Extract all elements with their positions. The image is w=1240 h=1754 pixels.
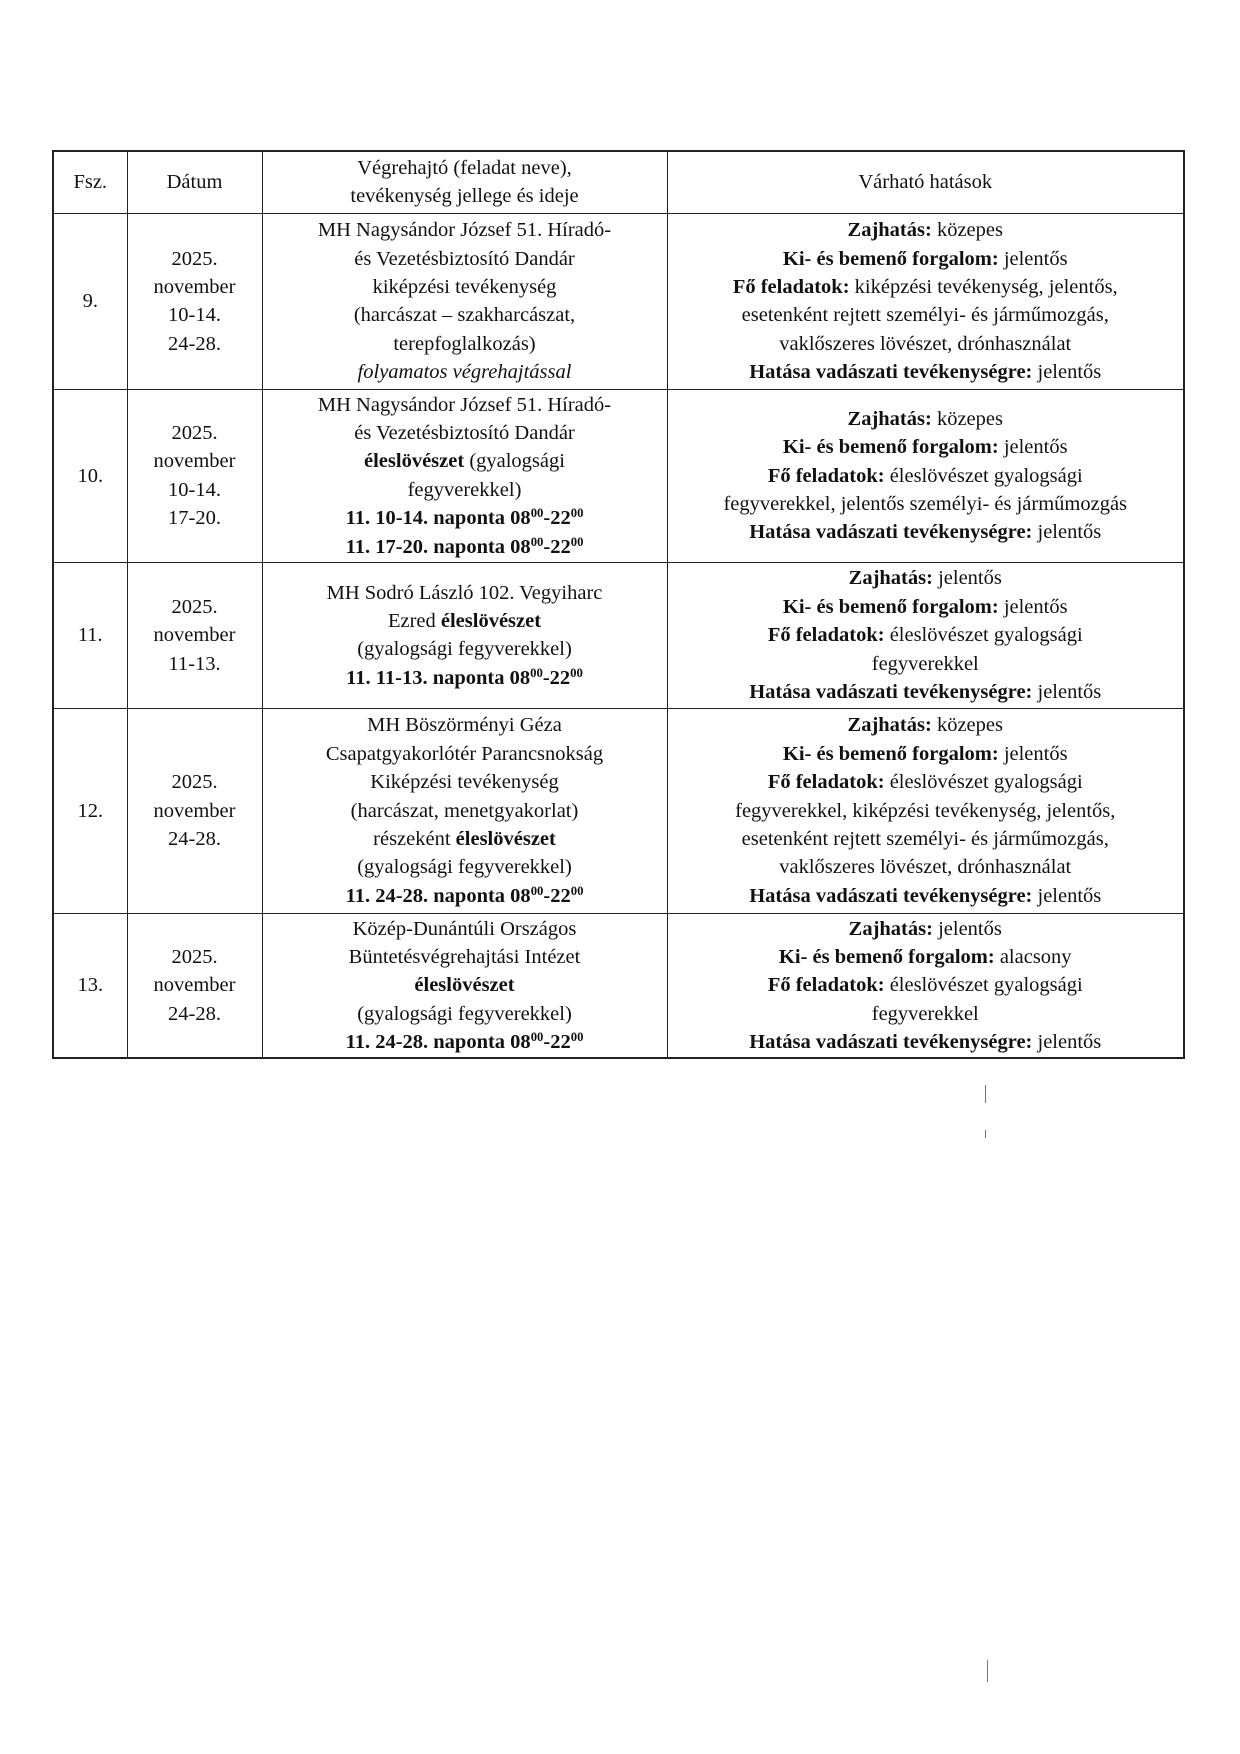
row-executor: MH Nagysándor József 51. Híradó- és Vezetésbiztosító Dandár éleslövészet (gyalogsági fegyverekkel) 11. 10-14. naponta $08^{00}-22^{00}$ 11. 17-20. naponta $08^{00}-22^{00}$ (262, 389, 667, 562)
row-number: 11. (53, 562, 127, 708)
header-fsz: Fsz. (53, 151, 127, 213)
row-date: 2025. november 10-14. 24-28. (127, 213, 262, 389)
row-number: 10. (53, 389, 127, 562)
row-executor: MH Sodró László 102. Vegyiharc Ezred éleslövészet (gyalogsági fegyverekkel) 11. 11-13. naponta $08^{00}-22^{00}$ (262, 562, 667, 708)
scan-mark (985, 1130, 986, 1138)
time-range: 11. 17-20. naponta $08^{00}-22^{00}$ (345, 534, 584, 558)
time-range: 11. 24-28. naponta $08^{00}-22^{00}$ (345, 883, 584, 907)
table-row (53, 389, 1184, 562)
row-executor: MH Böszörményi Géza Csapatgyakorlótér Parancsnokság Kiképzési tevékenység (harcászat, menetgyakorlat) részeként éleslövészet (gyalogsági fegyverekkel) 11. 24-28. naponta $08^{00}-22^{00}$ (262, 708, 667, 913)
row-date: 2025. november 11-13. (127, 562, 262, 708)
table-row (53, 708, 1184, 913)
row-number: 13. (53, 913, 127, 1058)
table-row (53, 562, 1184, 708)
table-header-row (53, 151, 1184, 213)
time-range: 11. 10-14. naponta $08^{00}-22^{00}$ (345, 506, 584, 530)
row-executor: MH Nagysándor József 51. Híradó- és Vezetésbiztosító Dandár kiképzési tevékenység (harcászat – szakharcászat, terepfoglalkozás) folyamatos végrehajtással (262, 213, 667, 389)
row-effects: Zajhatás: közepes Ki- és bemenő forgalom: jelentős Fő feladatok: éleslövészet gyalogsági fegyverekkel, kiképzési tevékenység, jelentős, esetenként rejtett személyi- és járműmozgás, vaklőszeres lövészet, drónhasználat Hatása vadászati tevékenységre: jelentős (667, 708, 1184, 913)
row-number: 9. (53, 213, 127, 389)
header-vegrehajto-line1: Végrehajtó (feladat neve), (357, 157, 572, 179)
schedule-table (52, 150, 1185, 1059)
row-effects: Zajhatás: jelentős Ki- és bemenő forgalom: jelentős Fő feladatok: éleslövészet gyalogsági fegyverekkel Hatása vadászati tevékenységre: jelentős (667, 562, 1184, 708)
row-effects: Zajhatás: jelentős Ki- és bemenő forgalom: alacsony Fő feladatok: éleslövészet gyalogsági fegyverekkel Hatása vadászati tevékenységre: jelentős (667, 913, 1184, 1058)
row-date: 2025. november 24-28. (127, 708, 262, 913)
time-range: 11. 24-28. naponta $08^{00}-22^{00}$ (345, 1030, 584, 1054)
header-hatasok: Várható hatások (667, 151, 1184, 213)
scan-mark (987, 1660, 988, 1682)
table-row (53, 913, 1184, 1058)
header-datum: Dátum (127, 151, 262, 213)
scan-mark (985, 1085, 986, 1103)
row-effects: Zajhatás: közepes Ki- és bemenő forgalom: jelentős Fő feladatok: kiképzési tevékenység, jelentős, esetenként rejtett személyi- és járműmozgás, vaklőszeres lövészet, drónhasználat Hatása vadászati tevékenységre: jelentős (667, 213, 1184, 389)
time-range: 11. 11-13. naponta $08^{00}-22^{00}$ (346, 665, 583, 689)
row-date: 2025. november 10-14. 17-20. (127, 389, 262, 562)
header-vegrehajto-line2: tevékenység jellege és ideje (350, 185, 579, 208)
row-number: 12. (53, 708, 127, 913)
row-executor: Közép-Dunántúli Országos Büntetésvégrehajtási Intézet éleslövészet (gyalogsági fegyverekkel) 11. 24-28. naponta $08^{00}-22^{00}$ (262, 913, 667, 1058)
table-row (53, 213, 1184, 389)
header-vegrehajto (262, 151, 667, 213)
row-date: 2025. november 24-28. (127, 913, 262, 1058)
row-effects: Zajhatás: közepes Ki- és bemenő forgalom: jelentős Fő feladatok: éleslövészet gyalogsági fegyverekkel, jelentős személyi- és járműmozgás Hatása vadászati tevékenységre: jelentős (667, 389, 1184, 562)
